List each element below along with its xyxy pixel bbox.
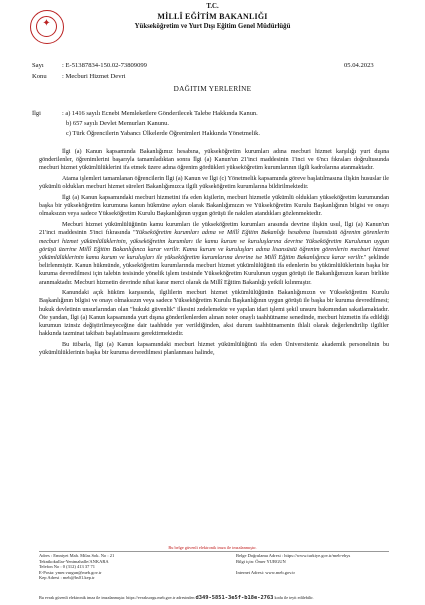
footer-contact xyxy=(236,553,396,575)
paragraph-5: Kanundaki açık hüküm karşısında, ilgililerin mecburi hizmet yükümlülüğünün Bakanlığımızın ve Yükseköğretim Kurulu Başkanlığının bilgisi ve onayı olmaksızın veya sadece Yükseköğretim Kurulu Başkanlığının uygun görüşü ile başka bir kuruma devredilmesi; hukuk devletinin unsurlarından olan "hukuki güvenlik" ilkesini zedelemekte ve yapılan idari işlemi şekil unsuru bakımından sakatlamaktadır. Öte yandan, İlgi (a) Kanun kapsamında yurt dışına gönderilenlerden alınan noter onaylı taahhütname senedinde, mecburi hizmetin ifa edildiği kurumun izinsiz değiştirilmeyeceğine dair taahhüde yer verildiğinden, aksi durum taahhütnamenin ihlali olarak değerlendirilip ilgililer hakkında tazminat takibatı başlatılmasını gerektirmektedir. xyxy=(39,290,389,338)
paragraph-4-quote: Yükseköğretim kurumları adına ve Millî Eğitim Bakanlığı hesabına lisansüstü öğrenim görenlerin mecburi hizmet yükümlülüklerinin, yükseköğretim kurumları ile kamu kurum ve kuruluşlarına devrine Yükseköğretim Kurulunun uygun görüşü üzerine Millî Eğitim Bakanlığınca karar verilir. Kamu kurum ve kuruluşları adına lisansüstü öğrenim görenlerin mecburi hizmet yükümlülüklerinin kamu kurum ve kuruluşları ile yükseköğretim kurumlarına devrine ise Millî Eğitim Bakanlığınca karar verilir. xyxy=(39,230,389,261)
ilgi-item-a: : a) 1416 sayılı Ecnebi Memleketlere Gönderilecek Talebe Hakkında Kanun. xyxy=(62,110,258,117)
sayi-value: : E-51387834-150.02-73809099 xyxy=(62,62,147,69)
paragraph-2: Atama işlemleri tamamlanan öğrencilerin İlgi (a) Kanun ve İlgi (c) Yönetmelik kapsamında göreve başlatılmasına ilişkin hususlar ile yükümlü oldukları mecburi hizmet süreleri Bakanlığımızca ilgili yükseköğretim kurumlarına bildirilmektedir. xyxy=(39,176,389,191)
paragraph-4 xyxy=(39,221,389,287)
header-directorate: Yükseköğretim ve Yurt Dışı Eğitim Genel Müdürlüğü xyxy=(134,23,291,30)
footer-address-line: E-Posta: ymer.vurgun@meb.gov.tr xyxy=(39,569,102,575)
footer-address-line: Teknikokullar-Yenimahalle/ANKARA xyxy=(39,558,109,564)
konu-label: Konu xyxy=(32,73,47,80)
document-date: 05.04.2023 xyxy=(344,62,374,69)
verification-code: d349-5851-3e5f-b18e-2763 xyxy=(195,595,274,601)
konu-value: : Mecburi Hizmet Devri xyxy=(62,73,126,80)
internet-address: Internet Adresi: www.meb.gov.tr xyxy=(236,569,296,575)
letter-body xyxy=(39,148,389,357)
verification-address: Belge Doğrulama Adresi : https://www.turkiye.gov.tr/meb-ebys xyxy=(236,553,351,558)
ministry-seal-logo: ✦ xyxy=(30,10,64,44)
verification-line xyxy=(39,595,389,601)
sayi-label: Sayı xyxy=(32,62,44,69)
document-title: DAĞITIM YERLERİNE xyxy=(173,85,252,93)
footer-address-line: Adres : Emniyet Mah. Milas Sok. No : 21 xyxy=(39,553,115,558)
verification-prefix: Bu evrak güvenli elektronik imza ile imzalanmıştır. https://evraksorgu.meb.gov.tr adresinden xyxy=(39,595,195,600)
footer-address-line: Kep Adresi : meb@hs01.kep.tr xyxy=(39,575,95,581)
ilgi-label: İlgi xyxy=(32,110,41,117)
paragraph-6: Bu itibarla, İlgi (a) Kanun kapsamındaki mecburi hizmet yükümlülüğünü ifa eden Üniversiteniz akademik personelinin bu yükümlülüklerinin başka bir kuruma devredilmesi planlanması halinde, xyxy=(39,341,389,357)
footer-address-line: Telefon No : 0 (312) 413 37 71 xyxy=(39,564,96,570)
paragraph-4-intro: Mecburi hizmet yükümlülüğünün kamu kurumları ile yükseköğretim kurumları arasında devrine ilişkin usul, İlgi (a) Kanun'un 21'inci maddesinin 5'inci fıkrasında " xyxy=(39,222,389,237)
contact-person: Bilgi için: Ömer YURGUN xyxy=(236,558,286,564)
paragraph-4-rest: " şeklinde belirlenmiştir. Kanun hükmünde, yükseköğretim kurumlarında mecburi hizmet yükümlülüğünü ifa edenlerin bu yükümlülüklerinin başka bir kuruma devredilmesi için talebin tesisinde yönelik işlem tesisinde Yükseköğretim Kurulunun uygun görüşü ile Bakanlığımızın kararı birlikte aranmaktadır. Mecburi hizmetin devrinde nihai karar merci olarak da Millî Eğitim Bakanlığı yetkili kılınmıştır. xyxy=(39,254,389,286)
header-country: T.C. xyxy=(206,3,219,10)
header-ministry: MİLLÎ EĞİTİM BAKANLIĞI xyxy=(157,12,268,21)
ilgi-item-c: c) Türk Öğrencilerin Yabancı Ülkelerde Öğrenimleri Hakkında Yönetmelik. xyxy=(66,130,260,137)
paragraph-3: İlgi (a) Kanun kapsamındaki mecburi hizmetini ifa eden kişilerin, mecburi hizmetle yükümlü oldukları yükseköğretim kurumundan başka bir yükseköğretim kurumuna kanun hükmüne aykırı olarak Bakanlığımızın ve Yükseköğretim Kurulu Başkanlığının bilgisi ve onayı olmaksızın veya sadece Yükseköğretim Kurulu Başkanlığının uygun görüşü ile nakilen atandıkları gözlenmektedir. xyxy=(39,195,389,218)
footer-address xyxy=(39,553,209,581)
verification-suffix: kodu ile teyit edilebilir. xyxy=(274,595,314,600)
paragraph-1: İlgi (a) Kanun kapsamında Bakanlığımız hesabına, yükseköğretim kurumları adına mecburi hizmet karşılığı yurt dışına gönderilenler, öğrenimlerini başarıyla tamamladıktan sonra İlgi (a) Kanun'un 21'inci maddesinin 1'inci ve 6'ncı fıkraları doğrultusunda mecburi hizmet yükümlülüklerini ifa etmek üzere adına öğrenim gördükleri yükseköğretim kurumlarının ilgili kadrolarına atanmaktadır. xyxy=(39,149,389,172)
footer-divider xyxy=(39,551,389,552)
ilgi-item-b: b) 657 sayılı Devlet Memurları Kanunu. xyxy=(66,120,169,127)
esign-note: Bu belge güvenli elektronik imza ile imzalanmıştır. xyxy=(168,545,257,550)
